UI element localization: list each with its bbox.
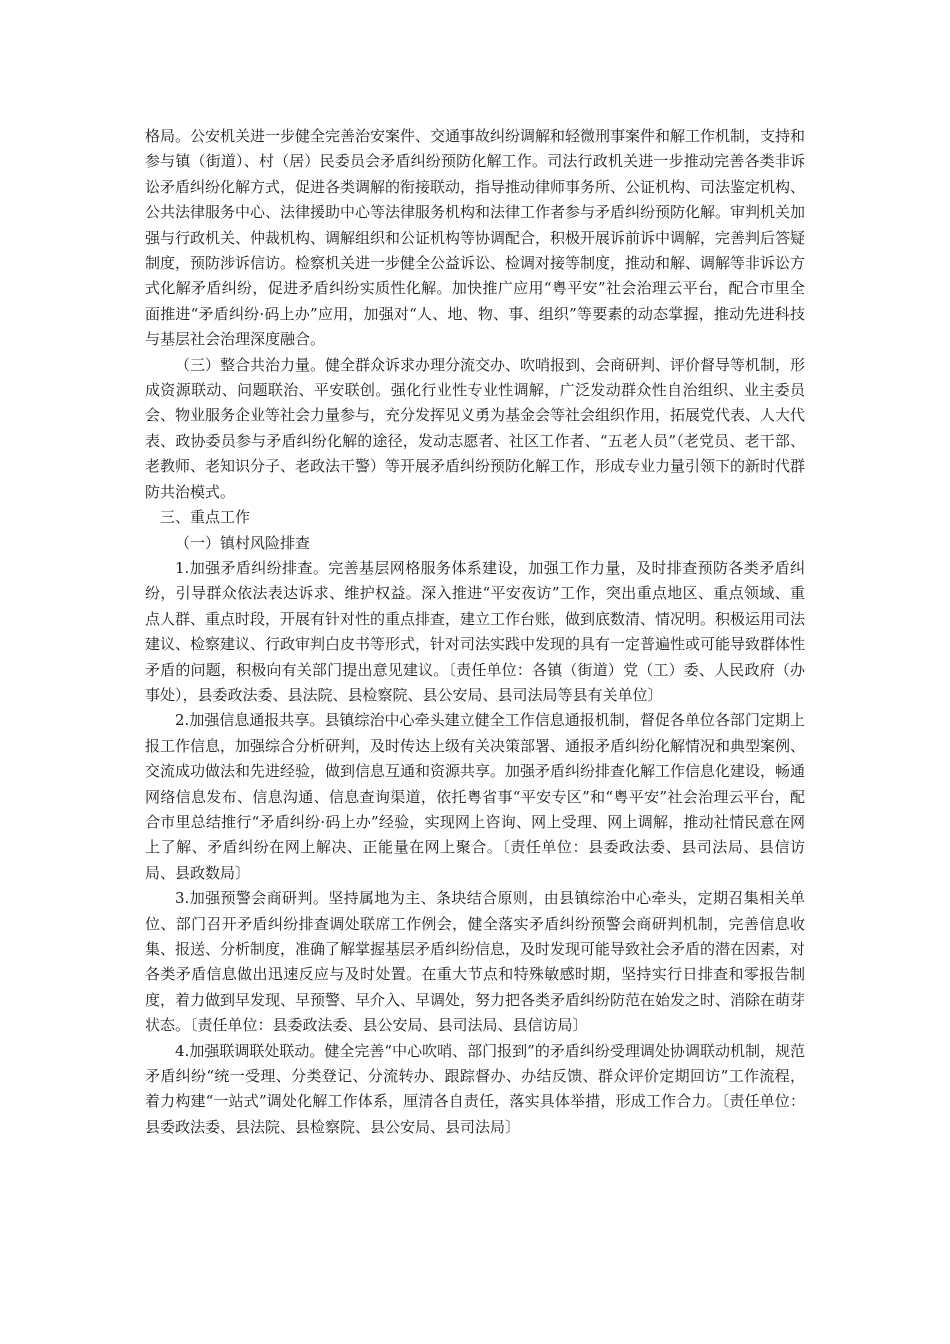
- subsection-heading-risk-screening: （一）镇村风险排查: [175, 533, 311, 552]
- paragraph-integrate-forces: （三）整合共治力量。健全群众诉求办理分流交办、吹哨报到、会商研判、评价督导等机制，形成资源联动、问题联治、平安联创。强化行业性专业性调解，广泛发动群众性自治组织、业主委员会、物业服务企业等社会力量参与，充分发挥见义勇为基金会等社会组织作用，拓展党代表、人大代表、政协委员参与矛盾纠纷化解的途径，发动志愿者、社区工作者、“五老人员”（老党员、老干部、老教师、老知识分子、老政法干警）等开展矛盾纠纷预防化解工作，形成专业力量引领下的新时代群防共治模式。: [145, 355, 806, 501]
- document-body: [145, 124, 805, 1140]
- paragraph-item-1: 1.加强矛盾纠纷排查。完善基层网格服务体系建设，加强工作力量，及时排查预防各类矛盾纠纷，引导群众依法表达诉求、维护权益。深入推进“平安夜访”工作，突出重点地区、重点领域、重点人群、重点时段，开展有针对性的重点排查，建立工作台账，做到底数清、情况明。积极运用司法建议、检察建议、行政审判白皮书等形式，针对司法实践中发现的具有一定普遍性或可能导致群体性矛盾的问题，积极向有关部门提出意见建议。〔责任单位：各镇（街道）党（工）委、人民政府（办事处），县委政法委、县法院、县检察院、县公安局、县司法局等县有关单位〕: [145, 558, 806, 704]
- paragraph-item-2: 2.加强信息通报共享。县镇综治中心牵头建立健全工作信息通报机制，督促各单位各部门定期上报工作信息，加强综合分析研判，及时传达上级有关决策部署、通报矛盾纠纷化解情况和典型案例、交流成功做法和先进经验，做到信息互通和资源共享。加强矛盾纠纷排查化解工作信息化建设，畅通网络信息发布、信息沟通、信息查询渠道，依托粤省事“平安专区”和“粤平安”社会治理云平台，配合市里总结推行“矛盾纠纷·码上办”经验，实现网上咨询、网上受理、网上调解，推动社情民意在网上了解、矛盾纠纷在网上解决、正能量在网上聚合。〔责任单位：县委政法委、县司法局、县信访局、县政数局〕: [145, 711, 806, 882]
- section-heading-key-work: 三、重点工作: [160, 508, 251, 527]
- paragraph-item-3: 3.加强预警会商研判。坚持属地为主、条块结合原则，由县镇综治中心牵头，定期召集相关单位、部门召开矛盾纠纷排查调处联席工作例会，健全落实矛盾纠纷预警会商研判机制，完善信息收集、报送、分析制度，准确了解掌握基层矛盾纠纷信息，及时发现可能导致社会矛盾的潜在因素，对各类矛盾信息做出迅速反应与及时处置。在重大节点和特殊敏感时期，坚持实行日排查和零报告制度，着力做到早发现、早预警、早介入、早调处，努力把各类矛盾纠纷防范在始发之时、消除在萌芽状态。〔责任单位：县委政法委、县公安局、县司法局、县信访局〕: [145, 889, 806, 1035]
- paragraph-item-4: 4.加强联调联处联动。健全完善“中心吹哨、部门报到”的矛盾纠纷受理调处协调联动机制，规范矛盾纠纷“统一受理、分类登记、分流转办、跟踪督办、办结反馈、群众评价定期回访”工作流程，着力构建“一站式”调处化解工作体系，厘清各自责任，落实具体举措，形成工作合力。〔责任单位：县委政法委、县法院、县检察院、县公安局、县司法局〕: [145, 1041, 805, 1136]
- paragraph-continuation: 格局。公安机关进一步健全完善治安案件、交通事故纠纷调解和轻微刑事案件和解工作机制，支持和参与镇（街道）、村（居）民委员会矛盾纠纷预防化解工作。司法行政机关进一步推动完善各类非诉讼矛盾纠纷化解方式，促进各类调解的衔接联动，指导推动律师事务所、公证机构、司法鉴定机构、公共法律服务中心、法律援助中心等法律服务机构和法律工作者参与矛盾纠纷预防化解。审判机关加强与行政机关、仲裁机构、调解组织和公证机构等协调配合，积极开展诉前诉中调解，完善判后答疑制度，预防涉诉信访。检察机关进一步健全公益诉讼、检调对接等制度，推动和解、调解等非诉讼方式化解矛盾纠纷，促进矛盾纠纷实质性化解。加快推广应用“粤平安”社会治理云平台，配合市里全面推进“矛盾纠纷·码上办”应用，加强对“人、地、物、事、组织”等要素的动态掌握，推动先进科技与基层社会治理深度融合。: [145, 127, 806, 349]
